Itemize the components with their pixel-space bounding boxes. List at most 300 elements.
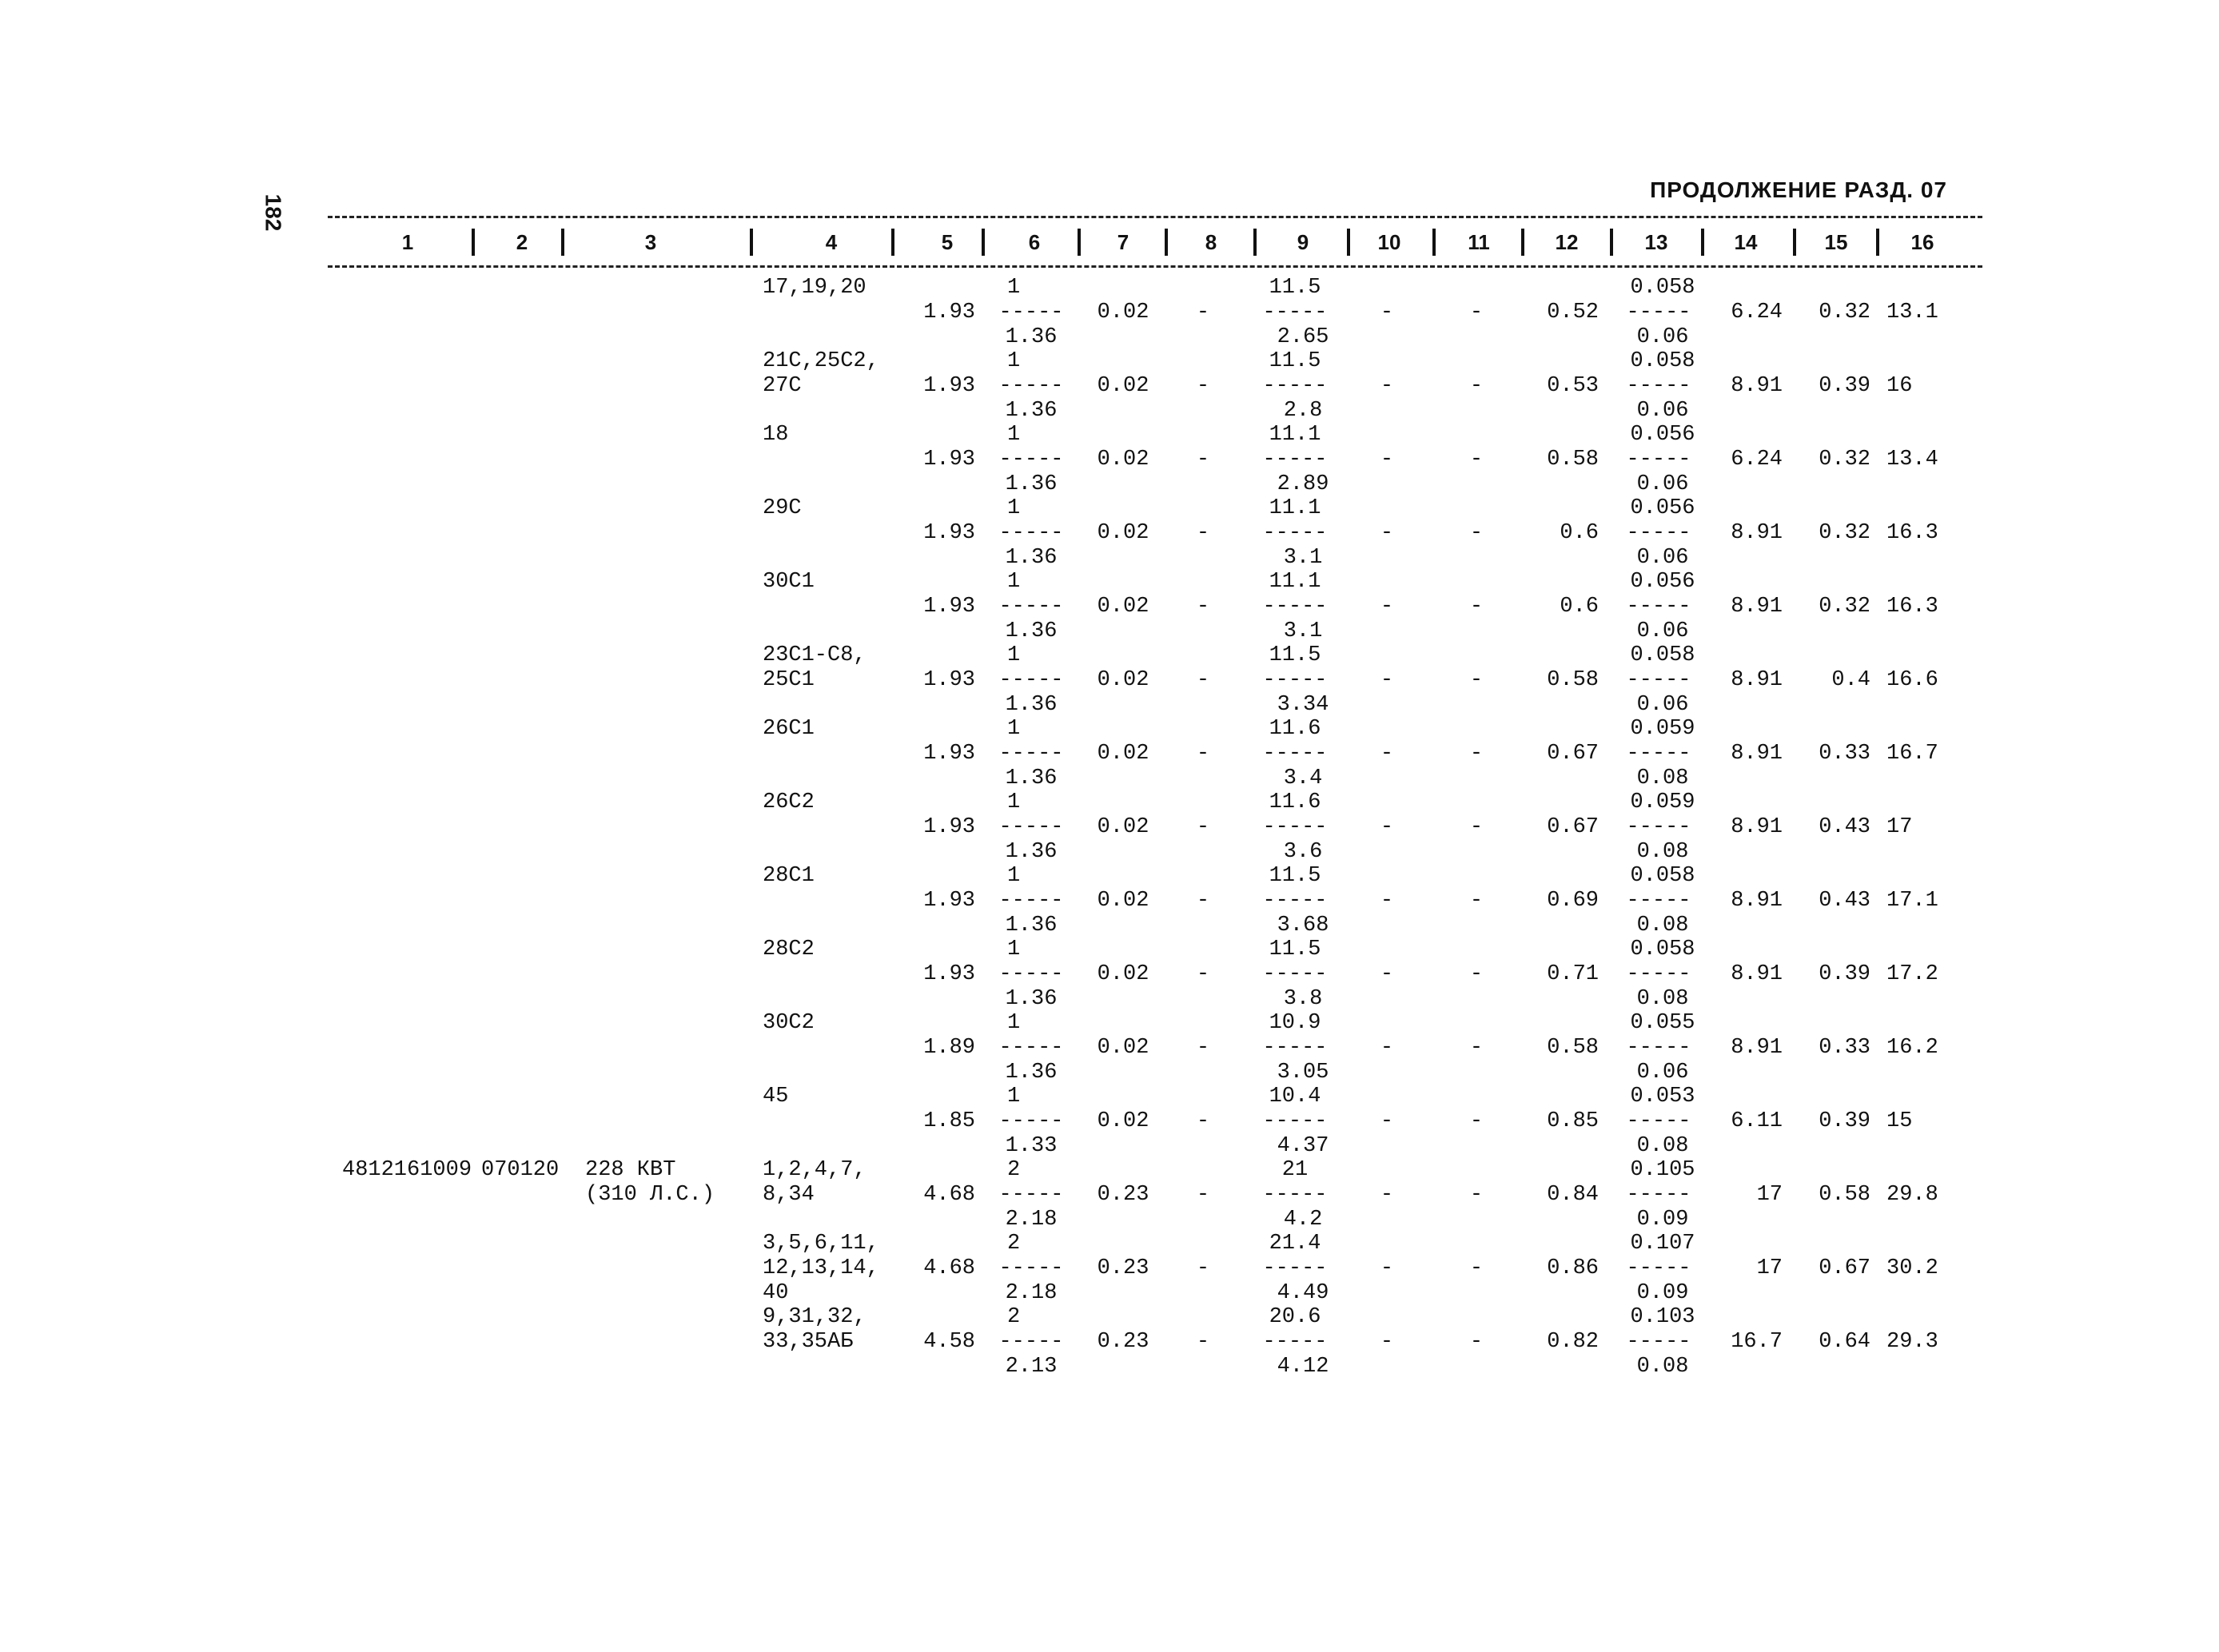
cell-col15: 0.64 [1819,1330,1870,1354]
cell-col10: - [1380,301,1394,324]
cell-col10: - [1380,448,1394,472]
cell-col3: (310 Л.С.) [585,1183,715,1207]
cell-col5: 1.93 [923,742,975,766]
fraction-bar: ----- [1262,1109,1328,1133]
cell-col5: 1.93 [923,668,975,692]
fraction-denominator: 1.36 [1005,325,1058,349]
fraction-bar: ----- [1626,301,1691,324]
header-separator [561,229,564,256]
cell-col10: - [1380,889,1394,913]
cell-col12: 0.58 [1547,1036,1599,1060]
fraction-bar: ----- [998,889,1064,913]
header-col-15: 15 [1824,230,1848,254]
fraction-denominator: 4.12 [1277,1355,1329,1379]
cell-col14: 6.24 [1731,448,1783,472]
cell-col15: 0.39 [1819,962,1870,986]
cell-col16: 13.1 [1886,301,1938,324]
fraction-denominator: 1.36 [1005,1061,1058,1085]
cell-col14: 8.91 [1731,889,1783,913]
cell-col11: - [1469,962,1484,986]
cell-col10: - [1380,1183,1394,1207]
fraction-bar: ----- [998,1183,1064,1207]
fraction-denominator: 2.89 [1277,472,1329,496]
fraction-bar: ----- [998,595,1064,619]
fraction-denominator: 0.09 [1636,1208,1689,1232]
fraction-denominator: 2.18 [1005,1208,1058,1232]
cell-col8: - [1196,1109,1210,1133]
fraction-bar: ----- [1262,448,1328,472]
cell-col14: 8.91 [1731,521,1783,545]
fraction-denominator: 1.36 [1005,472,1058,496]
cell-col4: 17,19,20 [763,276,866,300]
fraction-bar: ----- [1626,742,1691,766]
fraction-numerator: 21.4 [1269,1232,1321,1256]
cell-col12: 0.6 [1560,521,1599,545]
cell-col4: 27С [763,374,802,398]
header-separator [1876,229,1879,256]
cell-col8: - [1196,521,1210,545]
cell-col14: 8.91 [1731,374,1783,398]
header-separator [891,229,894,256]
cell-col7: 0.02 [1097,1036,1149,1060]
cell-col16: 15 [1886,1109,1913,1133]
fraction-denominator: 0.06 [1636,619,1689,643]
cell-col15: 0.67 [1819,1256,1870,1280]
cell-col14: 8.91 [1731,815,1783,839]
fraction-numerator: 11.1 [1269,423,1321,447]
header-separator [472,229,475,256]
header-col-1: 1 [401,230,414,254]
fraction-numerator: 0.103 [1630,1305,1695,1329]
fraction-bar: ----- [998,1109,1064,1133]
cell-col14: 8.91 [1731,595,1783,619]
cell-col7: 0.02 [1097,374,1149,398]
cell-col10: - [1380,374,1394,398]
header-col-7: 7 [1117,230,1129,254]
cell-col12: 0.69 [1547,889,1599,913]
fraction-bar: ----- [1262,1256,1328,1280]
cell-col16: 16.6 [1886,668,1938,692]
cell-col15: 0.58 [1819,1183,1870,1207]
fraction-denominator: 3.1 [1283,619,1323,643]
cell-col1: 4812161009 [342,1158,472,1182]
fraction-numerator: 1 [1007,717,1021,741]
cell-col8: - [1196,962,1210,986]
fraction-bar: ----- [998,815,1064,839]
fraction-denominator: 2.8 [1283,399,1323,423]
cell-col7: 0.02 [1097,448,1149,472]
fraction-denominator: 0.08 [1636,840,1689,864]
fraction-numerator: 0.056 [1630,496,1695,520]
fraction-denominator: 4.49 [1277,1281,1329,1305]
cell-col4: 25С1 [763,668,815,692]
cell-col8: - [1196,1256,1210,1280]
fraction-bar: ----- [1262,668,1328,692]
fraction-numerator: 20.6 [1269,1305,1321,1329]
cell-col12: 0.58 [1547,448,1599,472]
header-col-16: 16 [1910,230,1934,254]
cell-col5: 1.93 [923,448,975,472]
fraction-denominator: 1.36 [1005,399,1058,423]
cell-col14: 8.91 [1731,962,1783,986]
cell-col11: - [1469,301,1484,324]
cell-col5: 4.58 [923,1330,975,1354]
cell-col15: 0.32 [1819,448,1870,472]
header-col-2: 2 [516,230,528,254]
cell-col15: 0.33 [1819,1036,1870,1060]
cell-col4: 26С1 [763,717,815,741]
fraction-bar: ----- [1262,301,1328,324]
cell-col16: 29.3 [1886,1330,1938,1354]
cell-col10: - [1380,1330,1394,1354]
cell-col14: 6.24 [1731,301,1783,324]
cell-col4: 1,2,4,7, [763,1158,866,1182]
cell-col16: 30.2 [1886,1256,1938,1280]
fraction-numerator: 0.058 [1630,864,1695,888]
cell-col5: 1.93 [923,889,975,913]
header-col-13: 13 [1644,230,1668,254]
cell-col7: 0.02 [1097,521,1149,545]
cell-col15: 0.33 [1819,742,1870,766]
fraction-denominator: 2.18 [1005,1281,1058,1305]
fraction-numerator: 0.058 [1630,643,1695,667]
cell-col14: 17 [1756,1183,1783,1207]
cell-col16: 17 [1886,815,1913,839]
fraction-numerator: 2 [1007,1232,1021,1256]
cell-col4: 12,13,14, [763,1256,879,1280]
table-header [328,225,1982,264]
cell-col11: - [1469,374,1484,398]
header-separator [1610,229,1613,256]
fraction-bar: ----- [1262,742,1328,766]
fraction-denominator: 0.08 [1636,1134,1689,1158]
cell-col16: 29.8 [1886,1183,1938,1207]
fraction-bar: ----- [1262,374,1328,398]
fraction-denominator: 4.37 [1277,1134,1329,1158]
fraction-denominator: 3.8 [1283,987,1323,1011]
cell-col11: - [1469,742,1484,766]
cell-col5: 1.93 [923,374,975,398]
fraction-numerator: 11.1 [1269,570,1321,594]
cell-col15: 0.32 [1819,521,1870,545]
header-col-12: 12 [1555,230,1579,254]
cell-col15: 0.43 [1819,815,1870,839]
fraction-bar: ----- [998,1256,1064,1280]
fraction-denominator: 2.65 [1277,325,1329,349]
cell-col5: 1.85 [923,1109,975,1133]
fraction-numerator: 0.059 [1630,717,1695,741]
fraction-numerator: 1 [1007,937,1021,961]
fraction-denominator: 3.4 [1283,766,1323,790]
cell-col7: 0.23 [1097,1183,1149,1207]
fraction-bar: ----- [1626,1183,1691,1207]
cell-col8: - [1196,374,1210,398]
header-col-4: 4 [825,230,838,254]
cell-col4: 45 [763,1085,789,1109]
fraction-denominator: 3.1 [1283,546,1323,570]
cell-col11: - [1469,1330,1484,1354]
cell-col5: 1.89 [923,1036,975,1060]
cell-col12: 0.67 [1547,815,1599,839]
header-separator [1432,229,1436,256]
cell-col4: 28С1 [763,864,815,888]
cell-col8: - [1196,815,1210,839]
header-col-6: 6 [1028,230,1041,254]
header-separator [982,229,985,256]
fraction-numerator: 1 [1007,864,1021,888]
fraction-numerator: 0.105 [1630,1158,1695,1182]
cell-col12: 0.84 [1547,1183,1599,1207]
fraction-denominator: 3.68 [1277,914,1329,937]
fraction-numerator: 1 [1007,1085,1021,1109]
cell-col12: 0.82 [1547,1330,1599,1354]
fraction-bar: ----- [998,521,1064,545]
page-number: 182 [261,193,286,232]
cell-col16: 16 [1886,374,1913,398]
cell-col8: - [1196,1330,1210,1354]
fraction-numerator: 10.9 [1269,1011,1321,1035]
cell-col4: 3,5,6,11, [763,1232,879,1256]
cell-col8: - [1196,301,1210,324]
fraction-denominator: 1.33 [1005,1134,1058,1158]
fraction-numerator: 0.056 [1630,570,1695,594]
fraction-bar: ----- [1262,1183,1328,1207]
cell-col4: 30С1 [763,570,815,594]
cell-col15: 0.39 [1819,1109,1870,1133]
fraction-bar: ----- [1262,815,1328,839]
header-col-9: 9 [1297,230,1309,254]
cell-col4: 28С2 [763,937,815,961]
cell-col11: - [1469,1109,1484,1133]
fraction-denominator: 4.2 [1283,1208,1323,1232]
cell-col15: 0.4 [1831,668,1870,692]
cell-col5: 1.93 [923,962,975,986]
cell-col11: - [1469,595,1484,619]
fraction-bar: ----- [998,301,1064,324]
cell-col12: 0.67 [1547,742,1599,766]
fraction-denominator: 3.6 [1283,840,1323,864]
fraction-bar: ----- [1626,1109,1691,1133]
cell-col14: 8.91 [1731,742,1783,766]
fraction-denominator: 1.36 [1005,987,1058,1011]
cell-col11: - [1469,1036,1484,1060]
fraction-numerator: 11.6 [1269,790,1321,814]
fraction-bar: ----- [1626,1330,1691,1354]
cell-col12: 0.86 [1547,1256,1599,1280]
fraction-numerator: 2 [1007,1158,1021,1182]
cell-col8: - [1196,1183,1210,1207]
fraction-numerator: 11.1 [1269,496,1321,520]
header-col-3: 3 [644,230,657,254]
fraction-denominator: 1.36 [1005,766,1058,790]
header-separator [1793,229,1796,256]
fraction-numerator: 1 [1007,1011,1021,1035]
cell-col4: 33,35АБ [763,1330,854,1354]
cell-col14: 17 [1756,1256,1783,1280]
cell-col4: 23С1-С8, [763,643,866,667]
fraction-numerator: 0.058 [1630,937,1695,961]
cell-col11: - [1469,815,1484,839]
fraction-bar: ----- [1262,962,1328,986]
cell-col11: - [1469,1256,1484,1280]
fraction-bar: ----- [1262,1330,1328,1354]
cell-col16: 16.3 [1886,521,1938,545]
cell-col10: - [1380,1256,1394,1280]
cell-col12: 0.71 [1547,962,1599,986]
fraction-bar: ----- [998,962,1064,986]
cell-col4: 8,34 [763,1183,815,1207]
cell-col10: - [1380,962,1394,986]
fraction-numerator: 1 [1007,276,1021,300]
fraction-bar: ----- [1262,1036,1328,1060]
cell-col2: 070120 [481,1158,560,1182]
cell-col11: - [1469,889,1484,913]
fraction-numerator: 1 [1007,349,1021,373]
cell-col8: - [1196,595,1210,619]
fraction-bar: ----- [998,1330,1064,1354]
fraction-denominator: 1.36 [1005,693,1058,717]
cell-col7: 0.02 [1097,595,1149,619]
fraction-numerator: 11.5 [1269,276,1321,300]
cell-col5: 1.93 [923,301,975,324]
fraction-bar: ----- [1626,521,1691,545]
cell-col10: - [1380,595,1394,619]
fraction-denominator: 0.06 [1636,399,1689,423]
header-col-5: 5 [941,230,954,254]
cell-col4: 18 [763,423,789,447]
fraction-numerator: 0.056 [1630,423,1695,447]
cell-col4: 40 [763,1281,789,1305]
fraction-denominator: 0.06 [1636,472,1689,496]
fraction-bar: ----- [1626,448,1691,472]
fraction-numerator: 1 [1007,790,1021,814]
header-top-rule [328,216,1982,218]
fraction-denominator: 0.08 [1636,1355,1689,1379]
fraction-bar: ----- [1626,815,1691,839]
cell-col12: 0.58 [1547,668,1599,692]
fraction-denominator: 1.36 [1005,840,1058,864]
cell-col11: - [1469,668,1484,692]
fraction-denominator: 2.13 [1005,1355,1058,1379]
cell-col10: - [1380,668,1394,692]
fraction-bar: ----- [1626,595,1691,619]
cell-col10: - [1380,1036,1394,1060]
cell-col8: - [1196,742,1210,766]
cell-col12: 0.6 [1560,595,1599,619]
cell-col4: 21С,25С2, [763,349,879,373]
cell-col8: - [1196,448,1210,472]
cell-col7: 0.02 [1097,668,1149,692]
cell-col8: - [1196,889,1210,913]
fraction-numerator: 0.107 [1630,1232,1695,1256]
cell-col7: 0.02 [1097,301,1149,324]
section-title: ПРОДОЛЖЕНИЕ РАЗД. 07 [1650,177,1947,202]
fraction-numerator: 0.053 [1630,1085,1695,1109]
cell-col10: - [1380,742,1394,766]
cell-col7: 0.23 [1097,1256,1149,1280]
header-separator [1347,229,1350,256]
fraction-bar: ----- [1626,962,1691,986]
fraction-numerator: 0.055 [1630,1011,1695,1035]
cell-col5: 4.68 [923,1256,975,1280]
header-separator [1253,229,1257,256]
fraction-denominator: 1.36 [1005,619,1058,643]
cell-col4: 29С [763,496,802,520]
cell-col10: - [1380,1109,1394,1133]
fraction-denominator: 3.34 [1277,693,1329,717]
cell-col4: 26С2 [763,790,815,814]
fraction-numerator: 1 [1007,423,1021,447]
fraction-bar: ----- [1626,668,1691,692]
fraction-numerator: 11.5 [1269,937,1321,961]
fraction-bar: ----- [998,742,1064,766]
cell-col14: 6.11 [1731,1109,1783,1133]
cell-col5: 1.93 [923,595,975,619]
fraction-denominator: 0.08 [1636,914,1689,937]
cell-col8: - [1196,668,1210,692]
cell-col14: 8.91 [1731,668,1783,692]
fraction-denominator: 0.09 [1636,1281,1689,1305]
header-separator [1521,229,1524,256]
cell-col16: 16.3 [1886,595,1938,619]
fraction-numerator: 21 [1281,1158,1309,1182]
header-col-11: 11 [1468,230,1490,254]
cell-col16: 16.2 [1886,1036,1938,1060]
cell-col7: 0.02 [1097,962,1149,986]
header-separator [750,229,753,256]
header-col-10: 10 [1377,230,1401,254]
fraction-bar: ----- [1262,521,1328,545]
fraction-denominator: 0.06 [1636,1061,1689,1085]
fraction-bar: ----- [1262,595,1328,619]
cell-col15: 0.43 [1819,889,1870,913]
fraction-numerator: 10.4 [1269,1085,1321,1109]
fraction-denominator: 0.06 [1636,546,1689,570]
fraction-bar: ----- [998,668,1064,692]
fraction-denominator: 1.36 [1005,546,1058,570]
cell-col5: 4.68 [923,1183,975,1207]
fraction-numerator: 0.058 [1630,276,1695,300]
fraction-numerator: 0.058 [1630,349,1695,373]
header-separator [1701,229,1704,256]
cell-col5: 1.93 [923,815,975,839]
cell-col7: 0.02 [1097,742,1149,766]
cell-col12: 0.52 [1547,301,1599,324]
fraction-denominator: 0.06 [1636,325,1689,349]
cell-col8: - [1196,1036,1210,1060]
cell-col10: - [1380,521,1394,545]
cell-col15: 0.32 [1819,301,1870,324]
fraction-numerator: 1 [1007,570,1021,594]
cell-col11: - [1469,1183,1484,1207]
cell-col16: 17.1 [1886,889,1938,913]
fraction-bar: ----- [998,1036,1064,1060]
cell-col14: 16.7 [1731,1330,1783,1354]
cell-col7: 0.02 [1097,815,1149,839]
fraction-denominator: 0.08 [1636,766,1689,790]
cell-col16: 17.2 [1886,962,1938,986]
fraction-bar: ----- [1626,1036,1691,1060]
cell-col7: 0.23 [1097,1330,1149,1354]
cell-col3: 228 КВТ [585,1158,676,1182]
fraction-numerator: 0.059 [1630,790,1695,814]
cell-col11: - [1469,448,1484,472]
cell-col15: 0.39 [1819,374,1870,398]
fraction-numerator: 1 [1007,496,1021,520]
header-separator [1165,229,1168,256]
cell-col16: 13.4 [1886,448,1938,472]
fraction-denominator: 0.06 [1636,693,1689,717]
